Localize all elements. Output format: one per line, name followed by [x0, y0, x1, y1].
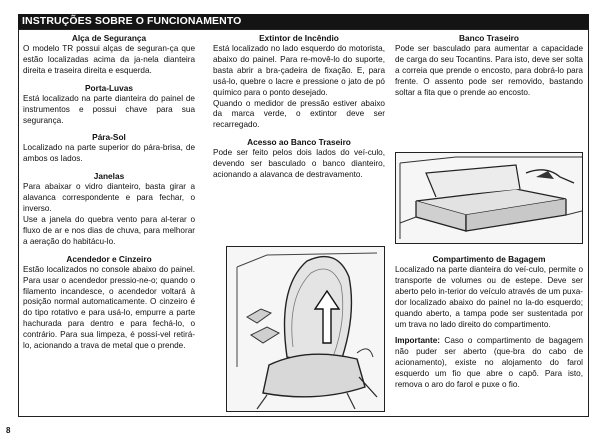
paragraph: Localizado na parte dianteira do veí-culo, permite o transporte de volumes ou de estepe. Deve ser aberto pelo in-terior do veículo através de um puxa-dor localizado abaixo do painel no la-do esquerdo; quando aberto, a tampa pode ser sustentada por um trava no lado direito do compartimento. [395, 265, 583, 329]
seat-drawing [227, 247, 384, 411]
section-acendedor [23, 254, 195, 352]
section-porta-luvas [23, 83, 195, 127]
section-alca [23, 33, 195, 77]
seat-illustration [226, 246, 385, 412]
paragraph: Está localizado no lado esquerdo do motorista, abaixo do painel. Para re-movê-lo do suporte, basta abrir a bra-çadeira de fixação. E, para usá-lo, quebre o lacre e pressione o jato de pó químico para o ponto desejado. [213, 44, 385, 97]
section-body [23, 94, 195, 127]
section-title: Porta-Luvas [85, 82, 133, 93]
paragraph: Estão localizados no console abaixo do painel. Para usar o acendedor pressio-ne-o; quando o filamento incandesce, o acendedor voltará à posição normal automaticamente. O cinzeiro é do tipo rotativo e para usá-lo, empurre a parte hachurada para dentro e para fechá-lo, o contrário. Para sua limpeza, é possí-vel retirá-lo, acionando a trava de metal que o prende. [23, 264, 195, 351]
section-banco-traseiro [395, 33, 583, 99]
section-body [23, 143, 195, 165]
important-text: Caso o compartimento de bagagem não puder ser aberto (que-bra do cabo de acionamento), existe no alojamento do farol esquerdo um fio que abre o capô. Para isto, remova o aro do farol e puxe o fio. [395, 336, 583, 390]
paragraph: Para abaixar o vidro dianteiro, basta girar a alavanca correspondente e para fechar, o inverso. [23, 182, 195, 214]
section-body [395, 44, 583, 99]
page-number: 8 [6, 426, 11, 435]
important-label: Importante: [395, 336, 441, 346]
paragraph: Pode ser feito pelos dois lados do veí-culo, devendo ser basculado o banco dianteiro, acionando a alavanca de destravamento. [213, 148, 385, 180]
section-title: Banco Traseiro [459, 33, 519, 43]
page-header [18, 14, 589, 29]
paragraph: Localizado na parte superior do pára-brisa, de ambos os lados. [23, 143, 195, 164]
section-compartimento [395, 254, 583, 330]
paragraph: Quando o medidor de pressão estiver abaixo da marca verde, o extintor deve ser recarregado. [213, 98, 385, 130]
column-middle [213, 33, 385, 187]
section-title: Acesso ao Banco Traseiro [247, 137, 351, 148]
important-note [395, 336, 583, 391]
section-acesso-banco [213, 137, 385, 181]
column-right [395, 33, 583, 105]
paragraph: Pode ser basculado para aumentar a capacidade de carga do seu Tocantins. Para isto, deve ser solta a correia que prende o encosto, para dobrá-lo para frente. O assento pode ser removido, bastando soltar a fita que o prende ao encosto. [395, 44, 583, 97]
section-body [213, 44, 385, 131]
paragraph: Está localizado na parte dianteira do painel de instrumentos e possui chave para sua segurança. [23, 93, 195, 125]
section-body [213, 148, 385, 181]
section-para-sol [23, 132, 195, 165]
section-title: Alça de Segurança [71, 33, 147, 43]
section-title: Pára-Sol [92, 132, 126, 143]
rear-seat-drawing [396, 153, 582, 243]
section-body [23, 182, 195, 247]
page-header-title: INSTRUÇÕES SOBRE O FUNCIONAMENTO [22, 15, 242, 27]
section-title: Janelas [93, 171, 125, 182]
section-title: Compartimento de Bagagem [432, 254, 546, 264]
paragraph: Use a janela do quebra vento para al-terar o fluxo de ar e nos dias de chuva, para melhorar a aeração do habitácu-lo. [23, 214, 195, 246]
section-title: Extintor de Incêndio [259, 33, 339, 43]
section-body [23, 265, 195, 352]
paragraph: O modelo TR possui alças de seguran-ça que estão localizadas acima da ja-nela dianteira direita e traseira direita e esquerda. [23, 44, 195, 75]
section-body [23, 44, 195, 77]
section-janelas [23, 171, 195, 247]
section-extintor [213, 33, 385, 131]
section-title: Acendedor e Cinzeiro [66, 253, 152, 264]
section-body [395, 265, 583, 330]
column-left [23, 33, 195, 358]
column-right-lower [395, 254, 583, 397]
rear-seat-illustration [395, 152, 583, 244]
